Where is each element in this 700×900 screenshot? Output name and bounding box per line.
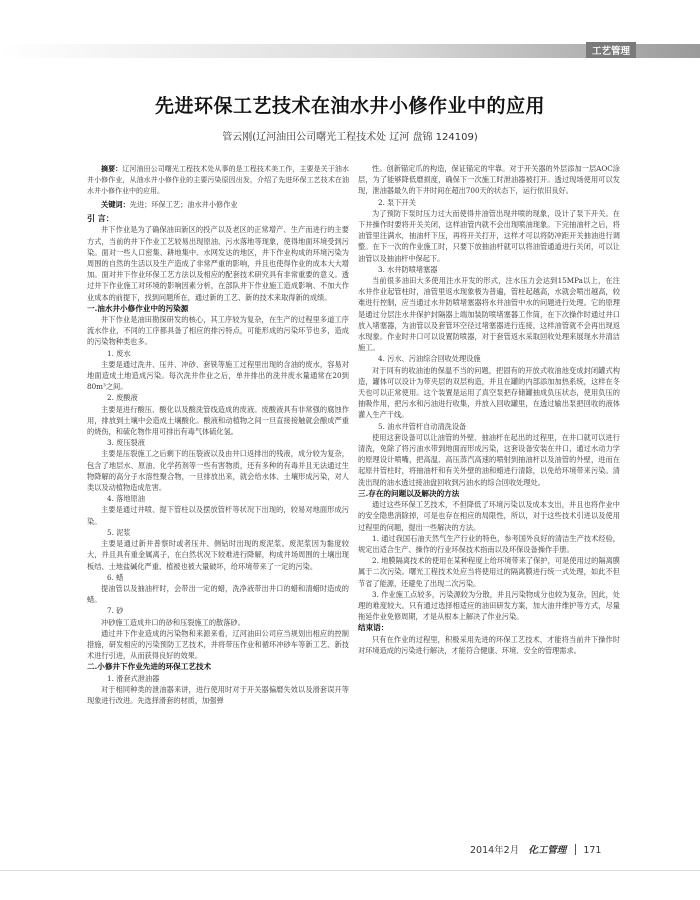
- body-paragraph: 3. 作业施工点较多，污染源较为分散，并且污染物成分也较为复杂，因此，处理的难度较大。只有通过选择相适应的油田研发方案，加大油井维护等方式，尽量拖延作业免修周期，才是从根本上解决了作业污染。: [358, 589, 620, 622]
- body-paragraph: 对于相同种类的泄油器来讲，进行使用时对于开关器偏磨失效以及滑套误开等现象进行改进。先选择滑套的材质，加强弹: [87, 684, 349, 705]
- page-footer: [470, 842, 601, 856]
- section-heading: 三.存在的问题以及解决的方法: [358, 488, 460, 498]
- abstract: [87, 163, 349, 197]
- keywords-label: 关键词：: [101, 200, 130, 209]
- subsection-heading: 7. 砂: [107, 606, 124, 616]
- subsection-heading: 1. 废水: [107, 348, 131, 358]
- subsection-heading: 5. 油水井管杆自动清洗设备: [378, 421, 467, 431]
- keywords-text: 先进；环保工艺；油水井小修作业: [129, 200, 238, 209]
- body-paragraph: 主要是通过洗井、压井、冲砂、套铣等施工过程里出现的含油的废水，容易对地面造成土地造成污染。每次洗井作业之后，单井排出的洗井废水量通常在20到80m³之间。: [87, 359, 349, 392]
- right-column: [358, 163, 620, 656]
- left-column: [87, 163, 349, 706]
- abstract-text: 辽河油田公司曙光工程技术处从事的是工程技术美工作，主要是关于油水井小修作业，从油水井小修作业的主要污染原因出发，介绍了先进环保工艺技术在油水井小修作业中的应用。: [87, 165, 349, 195]
- magazine-name: 化工管理: [528, 845, 567, 856]
- body-paragraph: 使用这套设备可以让油管的外壁、抽油杆在起出的过程里，在井口就可以进行清洗，免除了将污油水带到地面而形成污染，这套设备安装在井口，通过水动力学的原理设计喷嘴，把高温、高压蒸汽高速的喷射到抽油杆以及油管的外壁，进而在起原井管柱时，将抽油杆和有关外壁的油和蜡进行清除，以免给环境带来污染。清洗出现的油水透过接油盘回收到污油水的综合回收处理处。: [358, 432, 620, 487]
- section-heading: 一.油水井小修作业中的污染源: [87, 303, 189, 313]
- footer-divider: [575, 844, 576, 855]
- body-paragraph: 主要是通过新井普察时或者压井、侧钻时出现的废泥浆。废泥浆因为黏度较大，并且具有重金属离子，在白然状况下较难进行降解，构成井场周围的土壤出现板结、土地盐碱化严重、植被也被大量破坏，给环境带来了一定的污染。: [87, 539, 349, 571]
- body-paragraph: 2. 地膜隔离技术的使用在某种程度上给环境带来了保护，可是使用过的隔离膜属于二次污染。曙光工程技术处应当将使用过的隔离膜进行统一式处理，如此不但节省了能源，还避免了出现二次污染。: [358, 556, 620, 588]
- body-paragraph: 只有在作业的过程里，积极采用先进的环保工艺技术，才能将当前井下操作时对环境造成的污染进行解决，才能符合健康、环境、安全的管理需求。: [358, 634, 620, 655]
- abstract-label: 摘要：: [101, 164, 123, 173]
- body-paragraph: 冲砂施工造成井口的砂和压裂施工的散落砂。: [101, 617, 245, 627]
- article-title: 先进环保工艺技术在油水井小修作业中的应用: [154, 95, 545, 117]
- subsection-heading: 2. 泵下开关: [378, 197, 416, 207]
- body-paragraph: 井下作业是油田勘探研发的核心，其工序较为复杂，在生产的过程里多道工序流水作业，不同的工序都具备了相应的排污特点，可能形成的污染环节也多，造成的污染物种类也多。: [87, 315, 349, 347]
- section-header-bar: [0, 44, 700, 58]
- issue-date: 2014年2月: [470, 845, 520, 856]
- subsection-heading: 5. 泥浆: [107, 527, 131, 537]
- bottom-rule: [0, 870, 700, 871]
- section-heading: 二.小修井下作业先进的环保工艺技术: [87, 662, 212, 672]
- section-label: 工艺管理: [586, 42, 636, 58]
- section-heading: 结束语：: [358, 623, 389, 633]
- subsection-heading: 4. 落地原油: [107, 494, 145, 504]
- keywords: [87, 199, 349, 210]
- body-paragraph: 主要是进行酸压、酸化以及酸洗管线造成的废液。废酸液具有非常强的腐蚀作用，排放到土壤中会造成土壤酸化。酸液和动植物之间一旦直接接触就会酿成严重的烧伤，和硫化物作用可排出有毒气体硫化氢。: [87, 404, 349, 437]
- right-body: [358, 163, 620, 656]
- body-paragraph: 提油管以及抽油杆时，会带出一定的蜡，洗净液带出井口的蜡和清蜡时造成的蜡。: [87, 583, 349, 605]
- body-paragraph: 主要是通过井喷、提下管柱以及摆放管杆等状况下出现的，较易对地面形成污染。: [87, 505, 349, 526]
- body-paragraph: 通过这些环保工艺技术，不但降低了环境污染以及成本支出，并且也将作业中的安全隐患消除掉，可是也存在相应的局限性，所以，对于这些技术引进以及使用过程里的问题，提出一些解决的方法。: [358, 500, 620, 532]
- body-paragraph: 对于同有的收油池的保温不当的问题，把固有的开放式收油池变成封闭罐式构造，罐体可以设计为带夹层的双层构造，并且在罐的内部添加加热系统，这样在冬天也可以正常使用。这个装置是运用了真空泵把存储罐抽成负压状态，使用负压的抽吸作用，把污水和污油进行收集，并放入回收罐里，在透过输出泵把回收的液体灌入生产干线。: [358, 365, 620, 420]
- body-paragraph: 1. 通过我国石油天然气生产行业的特色，参考国外良好的清洁生产技术经验，规定出适合生产、操作的行业环保技术指南以及环保设备操作手册。: [358, 533, 620, 554]
- subsection-heading: 6. 蜡: [107, 572, 124, 582]
- subsection-heading: 3. 废压裂液: [107, 438, 145, 448]
- body-paragraph: 当前很多油田大多使用注水开发的形式，注水压力会达到15MPa以上，在注水井作业起管柱时，油管里返水现象极为普遍，管柱起越高，水就会喷出越高，较难进行控制，应当通过水井防喷堵塞器将水井油管中水的问题进行处理。它的原理是通过分层注水井保护封隔器上端加装防喷堵塞器工作筒，在下次操作时通过井口放入堵塞器，为油管以及套管环空径过堵塞器进行连接，这样油管就不会再出现返水现象。作业时井口可以设置防喷器，对于套管返水采取回收处理来展现水井清洁施工。: [358, 276, 620, 353]
- left-body: [87, 224, 349, 706]
- body-paragraph: 井下作业是为了确保油田新区的投产以及老区的正常增产、生产而进行的主要方式，当前的井下作业工艺较易出现原油、污水落地等现象，使得地面环境受到污染。面对一些人口密集、耕地集中、水网发达的地区，井下作业构成的环境污染为周围的自然的生活以及生产造成了非常严重的影响，并且也使得作业的成本大大增加。面对井下作业环保工艺方法以及相应的配套技术研究具有非常重要的意义。透过井下作业施工对环境的影响因素分析，在部队井下作业施工造成影响、不加大作业成本的前提下，找到问题所在，通过新的工艺、新的技术来取得新的成绩。: [87, 225, 349, 302]
- body-paragraph: 性。创新锚定爪的构造，保证锚定的牢靠。对于开关器的外层添加一层AOC涂层，为了能够降低磨损度，确保下一次施工时泄油器被打开。透过现场使用可以发现，泄油器最久的下井时间在超出700天的状态下，运行依旧良好。: [358, 164, 620, 196]
- subsection-heading: 3. 水井防喷堵塞器: [378, 264, 438, 274]
- subsection-heading: 4. 污水、污油综合回收处理设施: [378, 354, 481, 364]
- author-line: 管云刚(辽河油田公司曙光工程技术处 辽河 盘锦 124109): [222, 132, 478, 143]
- page-number: 171: [583, 845, 602, 856]
- body-paragraph: 主要是压裂施工之后剩下的压裂液以及由井口返排出的残液，成分较为复杂，包含了地层水、原油、化学药剂等一些有害物质，还有多种的有毒并且无法通过生物降解的高分子水溶性聚合物，一旦排放出来，就会给水体、土壤形成污染，对人类以及动植物造成危害。: [87, 449, 349, 493]
- body-paragraph: 通过井下作业造成的污染物和来源来看，辽河油田公司应当规划出相应的控制措施，研发相应的污染预防工艺技术，并将带压作业和循环冲砂车等新工艺、新技术进行引进，从而获得良好的效果。: [87, 628, 349, 661]
- subsection-heading: 2. 废酸液: [107, 393, 138, 403]
- intro-heading: 引 言：: [87, 213, 114, 224]
- body-paragraph: 为了预防下泵时压力过大而使得井油管出现井喷的现象，设计了泵下开关。在下井操作时要将开关关闭，这样油管内就不会出现喷油现象。下完抽油杆之后，将油管里注满水，抽油杆下压，再将开关打开，这样才可以将防冲距开关抽油进行调整。在下一次的作业施工时，只要下放抽油杆就可以将油管通道进行关闭，可以让油管以及抽油杆中保起下。: [358, 208, 620, 263]
- subsection-heading: 1. 滑套式泄油器: [107, 673, 160, 683]
